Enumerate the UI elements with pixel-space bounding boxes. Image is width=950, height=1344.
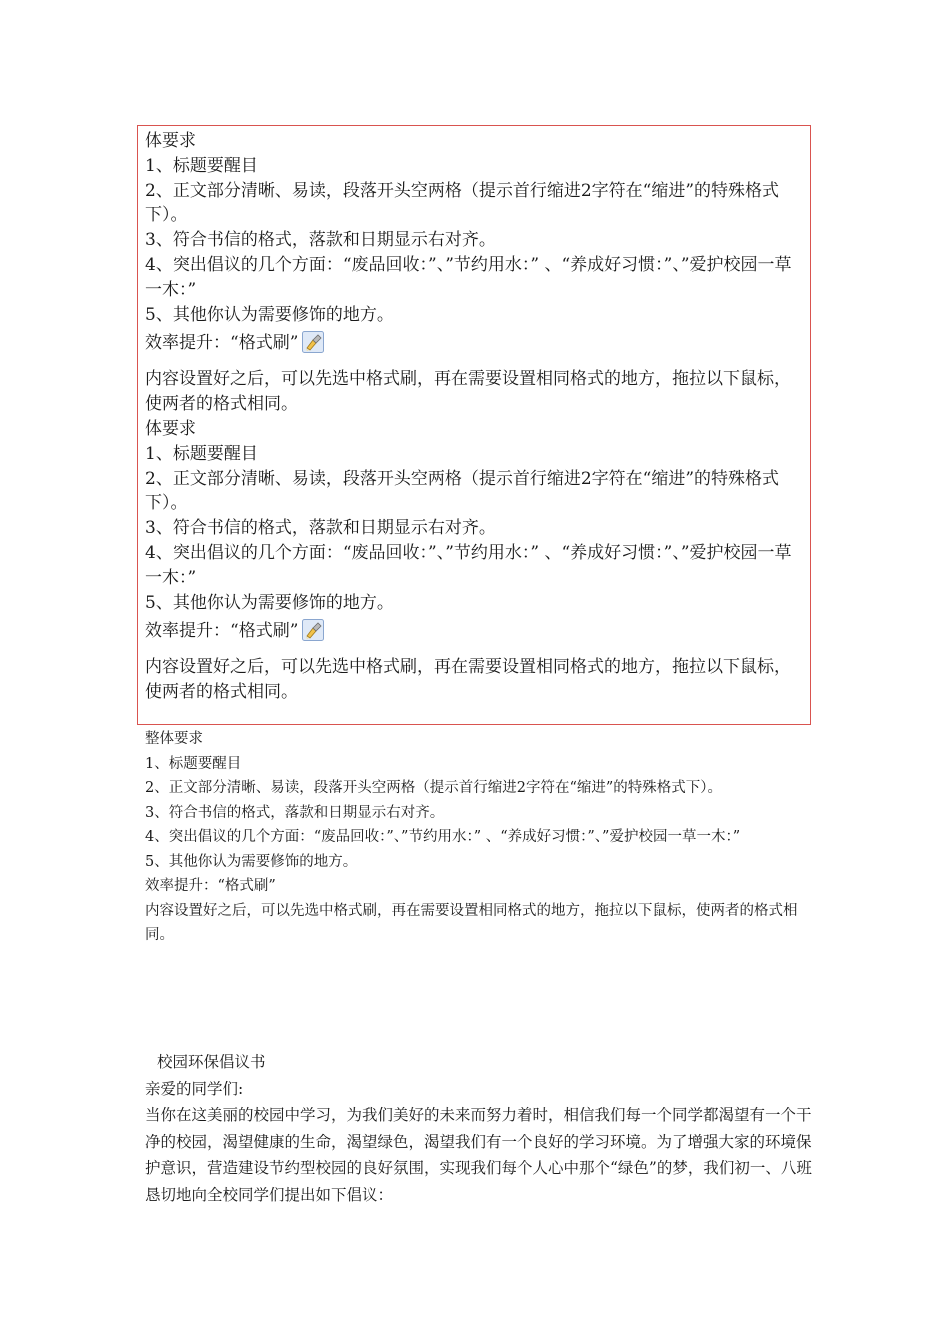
- requirement-item: 2、正文部分清晰、易读，段落开头空两格（提示首行缩进2字符在“缩进”的特殊格式下）。: [145, 780, 723, 796]
- tip-text: 内容设置好之后，可以先选中格式刷，再在需要设置相同格式的地方，拖拉以下鼠标，使两者的格式相同。: [145, 902, 798, 943]
- requirement-item: 1、标题要醒目: [145, 443, 258, 464]
- letter-body: 当你在这美丽的校园中学习，为我们美好的未来而努力着时，相信我们每一个同学都渴望有一个干净的校园，渴望健康的生命，渴望绿色，渴望我们有一个良好的学习环境。为了增强大家的环境保护意识，营造建设节约型校园的良好氛围，实现我们每个人心中那个“绿色”的梦，我们初一、八班恳切地向全校同学们提出如下倡议：: [145, 1106, 812, 1204]
- format-painter-icon: [302, 619, 324, 641]
- bordered-requirements-box: [137, 125, 811, 725]
- requirement-item: 4、突出倡议的几个方面：“废品回收：”、”节约用水：” 、“养成好习惯：”、”爱护校园一草一木：”: [145, 254, 792, 300]
- requirement-item: 3、符合书信的格式，落款和日期显示右对齐。: [145, 804, 445, 821]
- letter-salutation: 亲爱的同学们:: [145, 1079, 244, 1098]
- section-heading: 整体要求: [145, 731, 203, 747]
- requirement-item: 2、正文部分清晰、易读，段落开头空两格（提示首行缩进2字符在“缩进”的特殊格式下）。: [145, 180, 780, 226]
- requirement-item: 3、符合书信的格式，落款和日期显示右对齐。: [145, 518, 496, 539]
- requirement-item: 5、其他你认为需要修饰的地方。: [145, 592, 394, 613]
- section-heading: 体要求: [145, 418, 196, 439]
- requirement-item: 2、正文部分清晰、易读，段落开头空两格（提示首行缩进2字符在“缩进”的特殊格式下）。: [145, 468, 780, 514]
- requirement-item: 4、突出倡议的几个方面：“废品回收：”、”节约用水：” 、“养成好习惯：”、”爱护校园一草一木：”: [145, 542, 792, 588]
- requirement-item: 1、标题要醒目: [145, 155, 258, 176]
- plain-requirements: [145, 727, 815, 948]
- letter-title: 校园环保倡议书: [157, 1053, 266, 1071]
- efficiency-text: 效率提升：“格式刷”: [145, 333, 299, 354]
- efficiency-line: [145, 615, 802, 647]
- requirement-item: 5、其他你认为需要修饰的地方。: [145, 304, 394, 325]
- requirement-item: 3、符合书信的格式，落款和日期显示右对齐。: [145, 230, 496, 251]
- tip-text: 内容设置好之后，可以先选中格式刷，再在需要设置相同格式的地方，拖拉以下鼠标，使两者的格式相同。: [145, 657, 791, 703]
- requirement-item: 1、标题要醒目: [145, 755, 242, 772]
- efficiency-text: 效率提升：“格式刷”: [145, 878, 276, 894]
- requirement-item: 4、突出倡议的几个方面：“废品回收：”、”节约用水：” 、“养成好习惯：”、”爱护校园一草一木：”: [145, 829, 741, 845]
- proposal-letter: [145, 1049, 815, 1208]
- tip-text: 内容设置好之后，可以先选中格式刷，再在需要设置相同格式的地方，拖拉以下鼠标，使两者的格式相同。: [145, 369, 791, 415]
- format-painter-icon: [302, 331, 324, 353]
- efficiency-text: 效率提升：“格式刷”: [145, 621, 299, 642]
- efficiency-line: [145, 327, 802, 359]
- section-heading: 体要求: [145, 131, 196, 151]
- requirement-item: 5、其他你认为需要修饰的地方。: [145, 853, 358, 870]
